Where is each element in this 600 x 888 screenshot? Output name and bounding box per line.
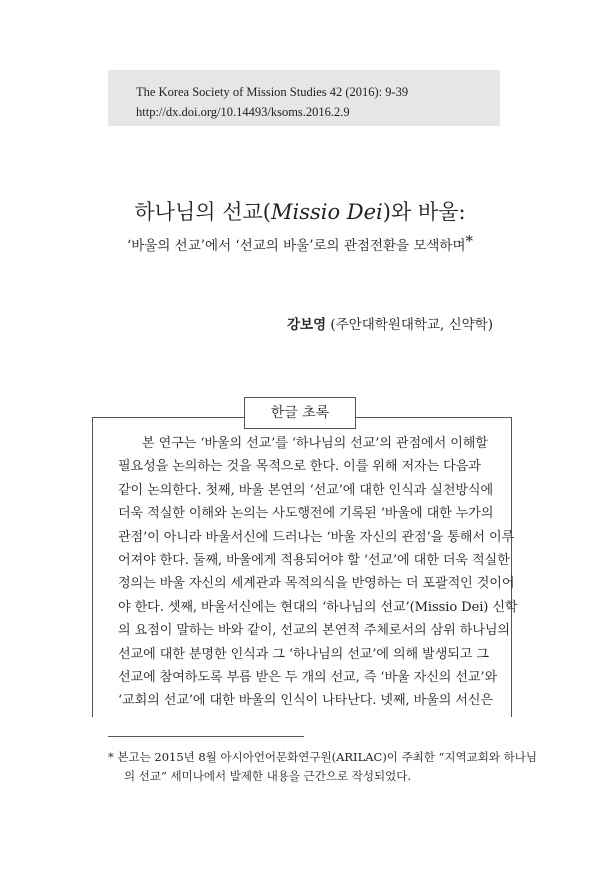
footnote — [108, 748, 537, 786]
author-affiliation: (주안대학원대학교, 신약학) — [330, 317, 493, 333]
journal-citation: The Korea Society of Mission Studies 42 (2016): 9-39 — [136, 85, 409, 99]
abstract-line: 선교에 대한 분명한 인식과 그 ‘하나님의 선교’에 의해 발생되고 그 — [118, 646, 489, 662]
abstract-line: 야 한다. 셋째, 바울서신에는 현대의 ‘하나님의 선교’(Missio Dei) 신학 — [118, 599, 518, 615]
abstract-body — [118, 432, 518, 713]
abstract-line: 본 연구는 ‘바울의 선교’를 ‘하나님의 선교’의 관점에서 이해할 — [142, 436, 488, 451]
author-line — [287, 313, 493, 333]
subtitle-text: ‘바울의 선교’에서 ‘선교의 바울’로의 관점전환을 모색하며 — [126, 238, 466, 254]
footnote-line: * 본고는 2015년 8월 아시아언어문화연구원(ARILAC)이 주최한 “지역교회와 하나님 — [108, 750, 537, 764]
abstract-line: 정의는 바울 자신의 세계관과 목적의식을 반영하는 더 포괄적인 것이어 — [118, 576, 515, 592]
abstract-line: 같이 논의한다. 첫째, 바울 본연의 ‘선교’에 대한 인식과 실천방식에 — [118, 482, 494, 498]
abstract-line: 필요성을 논의하는 것을 목적으로 한다. 이를 위해 저자는 다음과 — [118, 459, 481, 475]
paper-title — [0, 196, 600, 226]
abstract-line: 의 요점이 말하는 바와 같이, 선교의 본연적 주체로서의 삼위 하나님의 — [118, 623, 510, 639]
footnote-marker[interactable]: * — [465, 232, 474, 250]
abstract-line: ‘교회의 선교’에 대한 바울의 인식이 나타난다. 넷째, 바울의 서신은 — [118, 693, 494, 709]
abstract-line: 관점’이 아니라 바울서신에 드러나는 ‘바울 자신의 관점’을 통해서 이루 — [118, 529, 515, 545]
abstract-label: 한글 초록 — [244, 397, 356, 429]
footnote-line: 의 선교” 세미나에서 발제한 내용을 근간으로 작성되었다. — [124, 769, 411, 783]
author-name: 강보영 — [287, 317, 327, 333]
abstract-line: 어져야 한다. 둘째, 바울에게 적용되어야 할 ‘선교’에 대한 더욱 적실한 — [118, 552, 510, 568]
journal-citation-box — [108, 70, 500, 126]
abstract-line: 더욱 적실한 이해와 논의는 사도행전에 기록된 ‘바울에 대한 누가의 — [118, 506, 494, 522]
title-italic: Missio Dei — [270, 200, 383, 224]
paper-subtitle — [0, 232, 600, 254]
title-suffix: )와 바울: — [382, 200, 466, 224]
abstract-line: 선교에 참여하도록 부름 받은 두 개의 선교, 즉 ‘바울 자신의 선교’와 — [118, 669, 498, 685]
title-prefix: 하나님의 선교( — [134, 200, 271, 224]
footnote-divider — [108, 736, 304, 737]
doi-link[interactable]: http://dx.doi.org/10.14493/ksoms.2016.2.9 — [136, 105, 350, 119]
